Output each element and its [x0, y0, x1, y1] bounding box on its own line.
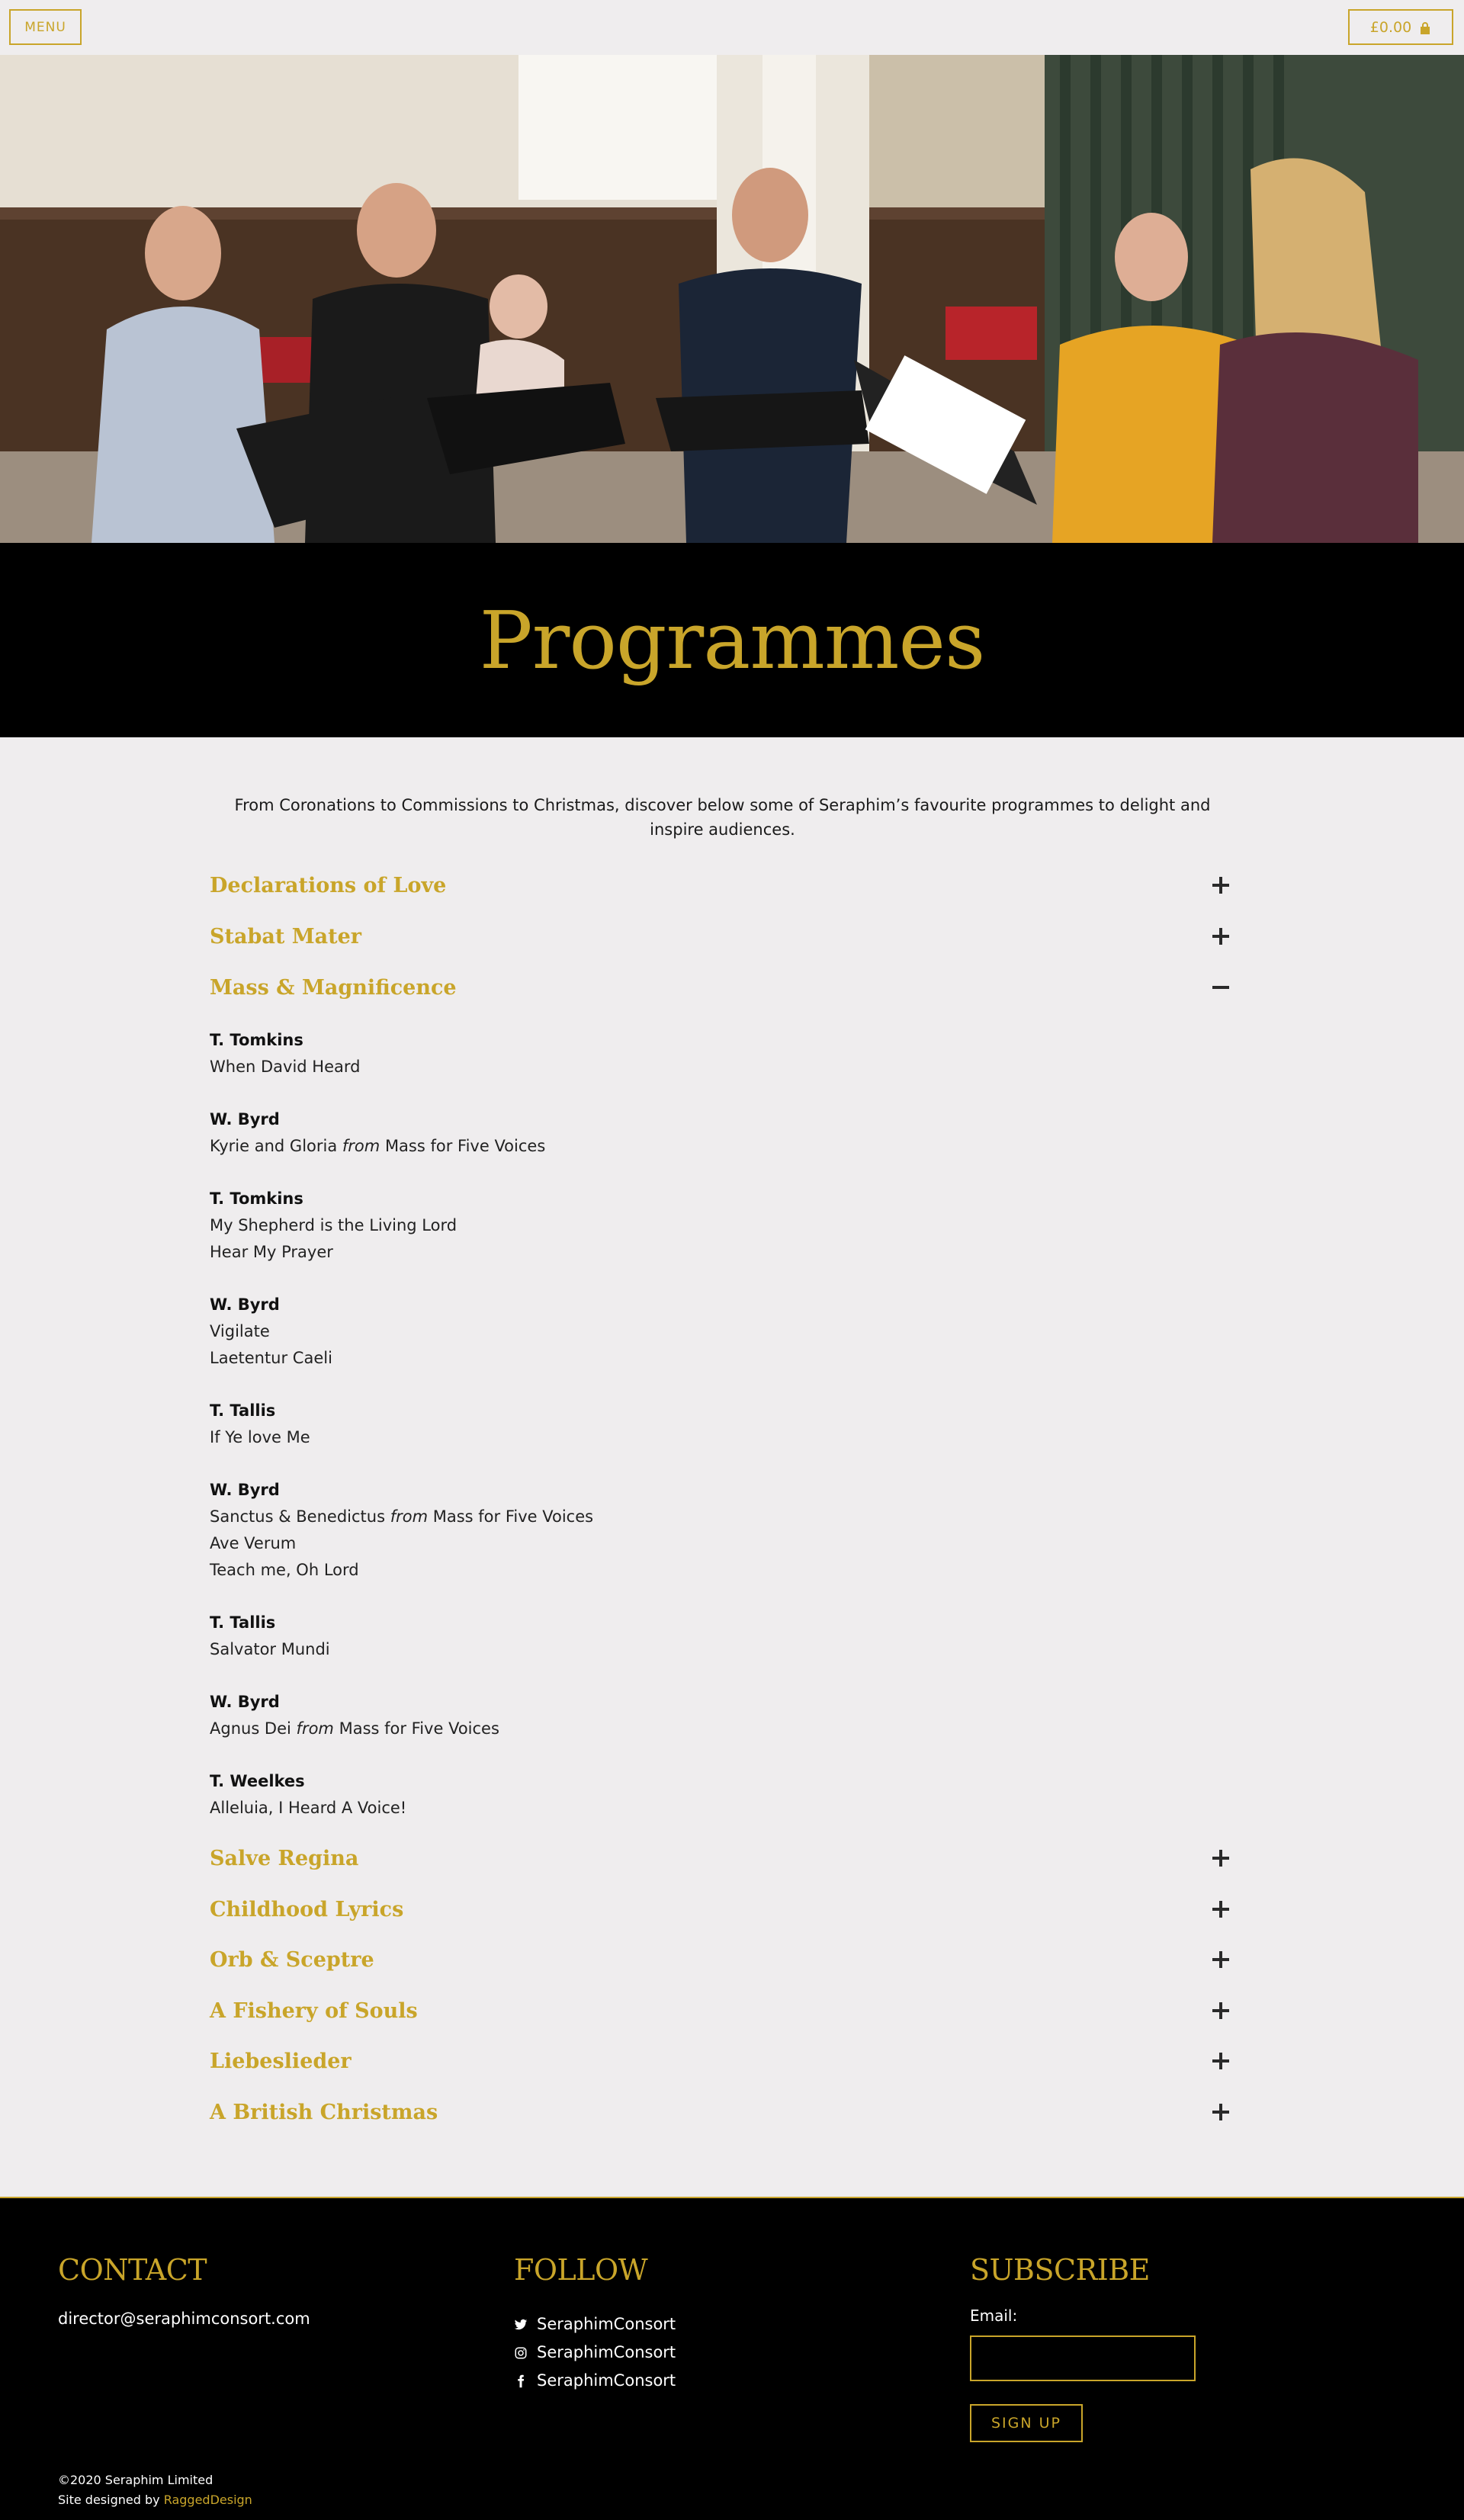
- work: Salvator Mundi: [210, 1640, 330, 1658]
- instagram-link[interactable]: [514, 2338, 676, 2366]
- twitter-handle: SeraphimConsort: [537, 2314, 676, 2333]
- copyright-text: ©2020 Seraphim Limited: [58, 2473, 214, 2487]
- facebook-icon: [514, 2374, 528, 2387]
- programme-group: [210, 1106, 972, 1160]
- accordion-title: A British Christmas: [210, 2100, 438, 2124]
- work: Hear My Prayer: [210, 1243, 333, 1261]
- accordion-item-childhood-lyrics[interactable]: [210, 1892, 1235, 1927]
- accordion-title: Childhood Lyrics: [210, 1897, 404, 1921]
- ragged-design-link[interactable]: RaggedDesign: [163, 2493, 252, 2507]
- composer: W. Byrd: [210, 1110, 280, 1128]
- plus-icon[interactable]: [1212, 928, 1229, 945]
- footer-contact: [58, 2253, 310, 2328]
- accordion-title: Liebeslieder: [210, 2049, 352, 2073]
- plus-icon[interactable]: [1212, 1951, 1229, 1968]
- programme-group: [210, 1292, 972, 1372]
- plus-icon[interactable]: [1212, 1850, 1229, 1867]
- minus-icon[interactable]: [1212, 979, 1229, 996]
- programme-group: [210, 1186, 972, 1266]
- top-bar: [0, 0, 1464, 55]
- footer-subscribe: [970, 2253, 1196, 2442]
- work: Ave Verum: [210, 1534, 297, 1552]
- work: Kyrie and Gloria from Mass for Five Voices: [210, 1137, 546, 1155]
- accordion-item-stabat-mater[interactable]: [210, 919, 1235, 954]
- work: Vigilate: [210, 1322, 270, 1340]
- plus-icon[interactable]: [1212, 2104, 1229, 2120]
- programme-group: [210, 1027, 972, 1080]
- twitter-link[interactable]: [514, 2310, 676, 2338]
- twitter-icon: [514, 2317, 528, 2331]
- plus-icon[interactable]: [1212, 877, 1229, 894]
- accordion-item-orb-and-sceptre[interactable]: [210, 1942, 1235, 1977]
- programme-group: [210, 1610, 972, 1663]
- composer: T. Weelkes: [210, 1772, 305, 1790]
- accordion-item-a-fishery-of-souls[interactable]: [210, 1993, 1235, 2028]
- composer: T. Tallis: [210, 1401, 276, 1420]
- title-band: [0, 543, 1464, 737]
- work: When David Heard: [210, 1058, 361, 1076]
- accordion-item-declarations-of-love[interactable]: [210, 868, 1235, 903]
- email-field[interactable]: [970, 2335, 1196, 2381]
- plus-icon[interactable]: [1212, 2002, 1229, 2019]
- composer: T. Tomkins: [210, 1031, 303, 1049]
- accordion-title: Declarations of Love: [210, 873, 447, 897]
- programme-list: [210, 1027, 972, 1847]
- copyright: [58, 2470, 252, 2510]
- accordion-title: Salve Regina: [210, 1846, 359, 1870]
- accordion-title: Stabat Mater: [210, 924, 361, 949]
- page-title: Programmes: [479, 593, 985, 687]
- contact-email-link[interactable]: director@seraphimconsort.com: [58, 2310, 310, 2328]
- work: Laetentur Caeli: [210, 1349, 332, 1367]
- composer: T. Tallis: [210, 1613, 276, 1632]
- composer: W. Byrd: [210, 1295, 280, 1314]
- menu-button[interactable]: MENU: [9, 9, 82, 45]
- accordion-title: Mass & Magnificence: [210, 975, 457, 1000]
- subscribe-heading: SUBSCRIBE: [970, 2253, 1150, 2287]
- work: My Shepherd is the Living Lord: [210, 1216, 458, 1234]
- footer: [0, 2197, 1464, 2520]
- programme-group: [210, 1768, 972, 1822]
- social-links: [514, 2310, 676, 2394]
- facebook-handle: SeraphimConsort: [537, 2371, 676, 2390]
- cart-button[interactable]: [1348, 9, 1453, 45]
- programme-group: [210, 1398, 972, 1451]
- footer-follow: [514, 2253, 676, 2394]
- hero-image: [0, 55, 1464, 543]
- work: Teach me, Oh Lord: [210, 1561, 359, 1579]
- shopping-bag-icon: [1419, 21, 1431, 34]
- cart-total: £0.00: [1369, 18, 1412, 36]
- accordion-title: A Fishery of Souls: [210, 1998, 418, 2023]
- programme-group: [210, 1477, 972, 1584]
- work: Alleluia, I Heard A Voice!: [210, 1799, 407, 1817]
- contact-heading: CONTACT: [58, 2253, 207, 2287]
- site-credit: Site designed by RaggedDesign: [58, 2493, 252, 2507]
- facebook-link[interactable]: [514, 2366, 676, 2394]
- accordion-item-liebeslieder[interactable]: [210, 2043, 1235, 2079]
- accordion-item-mass-and-magnificence[interactable]: [210, 970, 1235, 1005]
- instagram-handle: SeraphimConsort: [537, 2342, 676, 2361]
- intro-text: From Coronations to Commissions to Christmas, discover below some of Seraphim’s favourite programmes to delight and inspire audiences.: [234, 796, 1211, 839]
- sign-up-button[interactable]: SIGN UP: [970, 2404, 1083, 2442]
- email-label: Email:: [970, 2307, 1018, 2325]
- instagram-icon: [514, 2345, 528, 2359]
- accordion-item-salve-regina[interactable]: [210, 1841, 1235, 1876]
- accordion-item-a-british-christmas[interactable]: [210, 2095, 1235, 2130]
- plus-icon[interactable]: [1212, 1901, 1229, 1918]
- work: Agnus Dei from Mass for Five Voices: [210, 1719, 499, 1738]
- work: Sanctus & Benedictus from Mass for Five Voices: [210, 1507, 594, 1526]
- programme-group: [210, 1689, 972, 1742]
- follow-heading: FOLLOW: [514, 2253, 648, 2287]
- composer: W. Byrd: [210, 1481, 280, 1499]
- plus-icon[interactable]: [1212, 2053, 1229, 2069]
- composer: T. Tomkins: [210, 1189, 303, 1208]
- composer: W. Byrd: [210, 1693, 280, 1711]
- accordion-title: Orb & Sceptre: [210, 1947, 374, 1972]
- work: If Ye love Me: [210, 1428, 310, 1446]
